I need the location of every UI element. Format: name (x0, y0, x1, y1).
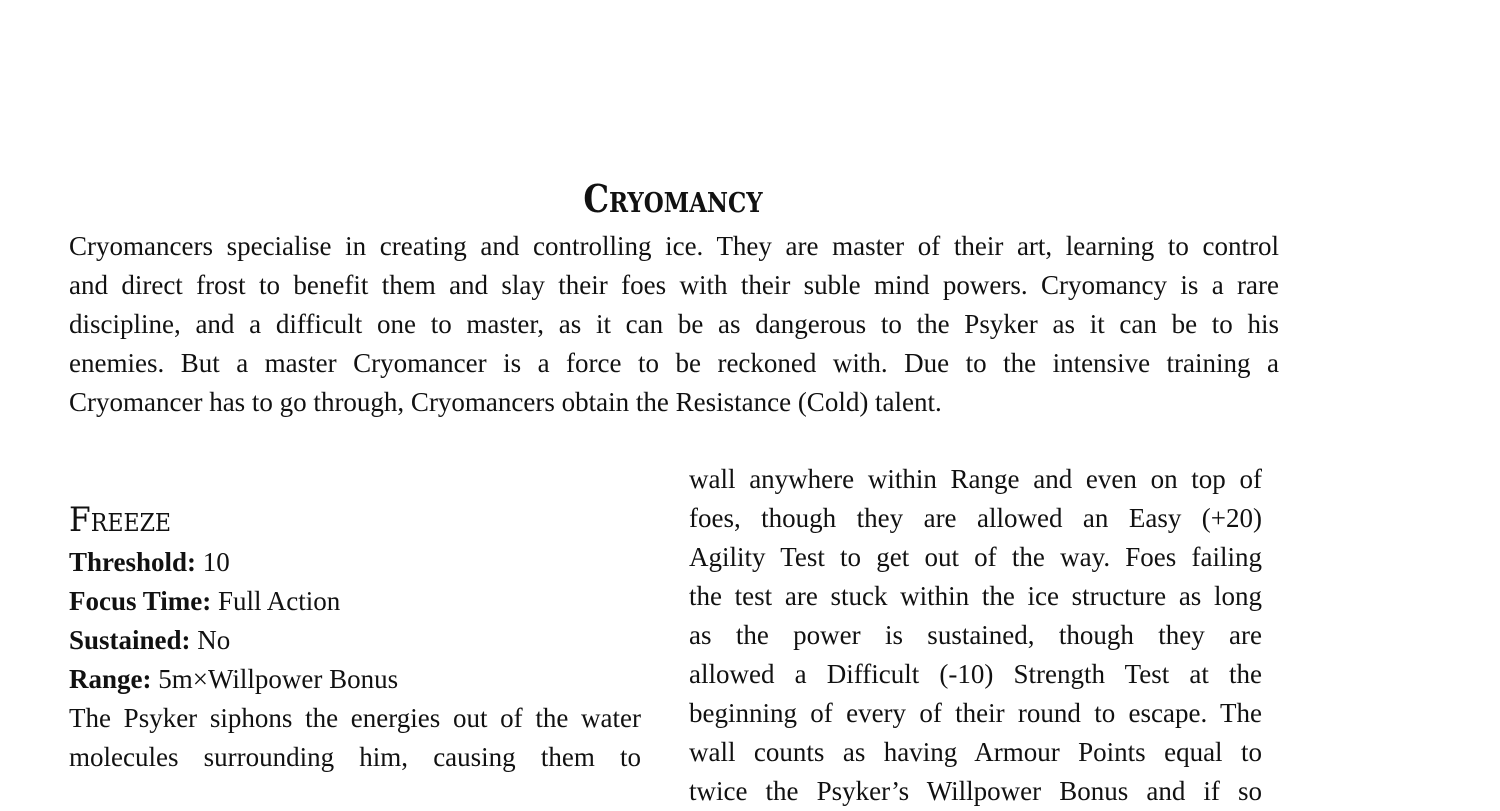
stat-range: Range: 5m×Willpower Bonus (69, 664, 399, 694)
text-line: foes, though they are allowed an Easy (+20) (689, 503, 1262, 533)
text-line: Cryomancers specialise in creating and controlling ice. They are master of their art, learning to control (69, 231, 1279, 261)
text-line: beginning of every of their round to escape. The (689, 698, 1262, 728)
power-stats (69, 543, 641, 777)
text-line: discipline, and a difficult one to master, as it can be as dangerous to the Psyker as it can be to his (69, 309, 1279, 339)
power-heading: Freeze (69, 500, 172, 540)
stat-sustained: Sustained: No (69, 625, 231, 655)
power-description-continued (689, 460, 1262, 811)
text-line: twice the Psyker’s Willpower Bonus and if so (689, 776, 1262, 806)
section-title: Cryomancy (583, 176, 763, 221)
text-line: Agility Test to get out of the way. Foes failing (689, 542, 1262, 572)
text-line: enemies. But a master Cryomancer is a force to be reckoned with. Due to the intensive training a (69, 348, 1279, 378)
text-line: Cryomancer has to go through, Cryomancers obtain the Resistance (Cold) talent. (69, 387, 942, 417)
text-line: as the power is sustained, though they are (689, 620, 1262, 650)
text-line: The Psyker siphons the energies out of the water (69, 703, 641, 733)
stat-focus-time: Focus Time: Full Action (69, 586, 341, 616)
text-line: wall anywhere within Range and even on top of (689, 464, 1262, 494)
text-line: the test are stuck within the ice structure as long (689, 581, 1262, 611)
text-line: and direct frost to benefit them and slay their foes with their suble mind powers. Cryomancy is a rare (69, 270, 1279, 300)
text-line: allowed a Difficult (-10) Strength Test at the (689, 659, 1262, 689)
text-line: molecules surrounding him, causing them to (69, 742, 641, 772)
stat-threshold: Threshold: 10 (69, 547, 230, 577)
text-line: wall counts as having Armour Points equal to (689, 737, 1262, 767)
intro-paragraph (69, 227, 1279, 422)
